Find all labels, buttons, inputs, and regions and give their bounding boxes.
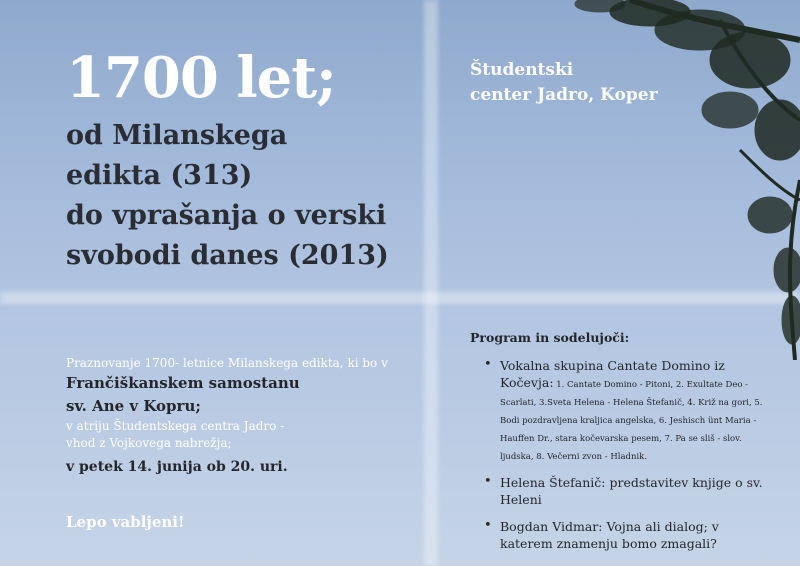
- invitation-block: [66, 355, 396, 478]
- subtitle-line: od Milanskega: [66, 120, 288, 151]
- program-block: [470, 330, 770, 562]
- invitation-place-line: Frančiškanskem samostanu: [66, 374, 300, 392]
- program-item-main: • Helena Štefanič: predstavitev knjige o sv. Heleni: [500, 475, 763, 507]
- headline-subtitle: [66, 116, 426, 276]
- list-item: [470, 474, 770, 508]
- list-item: [470, 518, 770, 552]
- venue: [470, 58, 658, 108]
- invitation-place-line: sv. Ane v Kopru;: [66, 397, 201, 415]
- program-item-main: Vokalna skupina Cantate Domino iz Kočevja:: [500, 358, 725, 390]
- list-item: [470, 357, 770, 464]
- headline-year: 1700 let;: [66, 45, 336, 111]
- program-list: [470, 357, 770, 552]
- tree-branches-image: [450, 0, 800, 360]
- contrail-vertical: [424, 0, 438, 566]
- venue-line: center Jadro, Koper: [470, 85, 658, 105]
- subtitle-line: do vprašanja o verski: [66, 200, 387, 231]
- program-heading: Program in sodelujoči:: [470, 330, 630, 345]
- subtitle-line: svobodi danes (2013): [66, 240, 389, 271]
- invitation-alt-line: vhod z Vojkovega nabrežja;: [66, 436, 232, 450]
- subtitle-line: edikta (313): [66, 160, 253, 191]
- invitation-date: v petek 14. junija ob 20. uri.: [66, 459, 288, 475]
- invitation-intro: Praznovanje 1700- letnice Milanskega edikta, ki bo v: [66, 356, 388, 370]
- program-item-detail: 1. Cantate Domino - Pitoni, 2. Exultate Deo - Scarlati, 3.Sveta Helena - Helena Štefanič, 4. Križ na gori, 5. Bodi pozdravljena kraljica angelska, 6. Jeshisch ünt Maria - Hauffen Dr., stara kočevarska pesem, 7. Pa se sliš - slov. ljudska, 8. Večerni zvon - Hladnik.: [500, 380, 763, 462]
- invitation-alt-line: v atriju Študentskega centra Jadro -: [66, 419, 285, 433]
- program-item-main: • Bogdan Vidmar: Vojna ali dialog; v katerem znamenju bomo zmagali?: [500, 519, 719, 551]
- program-item-text: [500, 357, 770, 464]
- welcome-text: Lepo vabljeni!: [66, 513, 185, 531]
- venue-line: Študentski: [470, 60, 574, 80]
